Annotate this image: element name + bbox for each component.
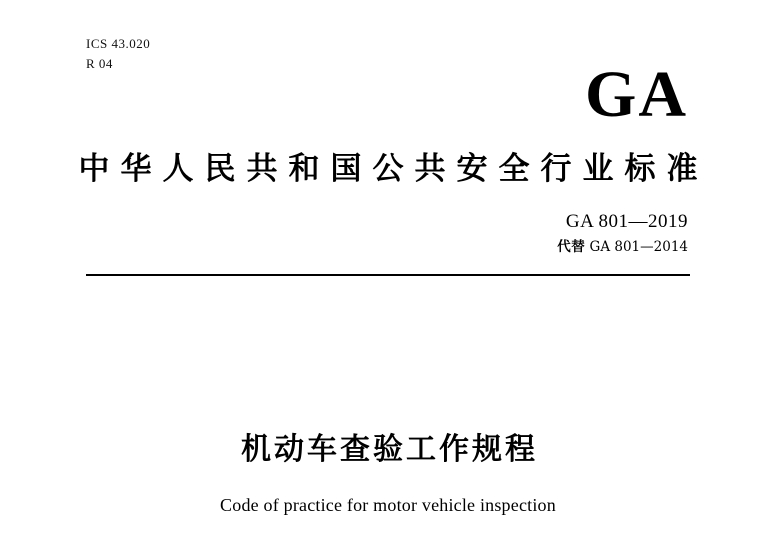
replaced-standard	[557, 239, 688, 257]
header-divider	[86, 274, 690, 276]
ics-code: ICS 43.020	[86, 36, 151, 51]
issuer-mark: GA	[585, 58, 688, 131]
ics-block	[86, 34, 150, 74]
replaces-number: GA 801—2014	[589, 238, 688, 255]
replaces-label: 代替	[557, 238, 586, 255]
standard-number: GA 801—2019	[565, 211, 688, 232]
classification-code: R 04	[86, 56, 113, 72]
standard-number-block	[557, 210, 688, 256]
document-title-chinese: 机动车查验工作规程	[241, 432, 538, 467]
document-title-english: Code of practice for motor vehicle inspection	[220, 495, 556, 515]
standard-series-title: 中华人民共和国公共安全行业标准	[78, 151, 709, 187]
